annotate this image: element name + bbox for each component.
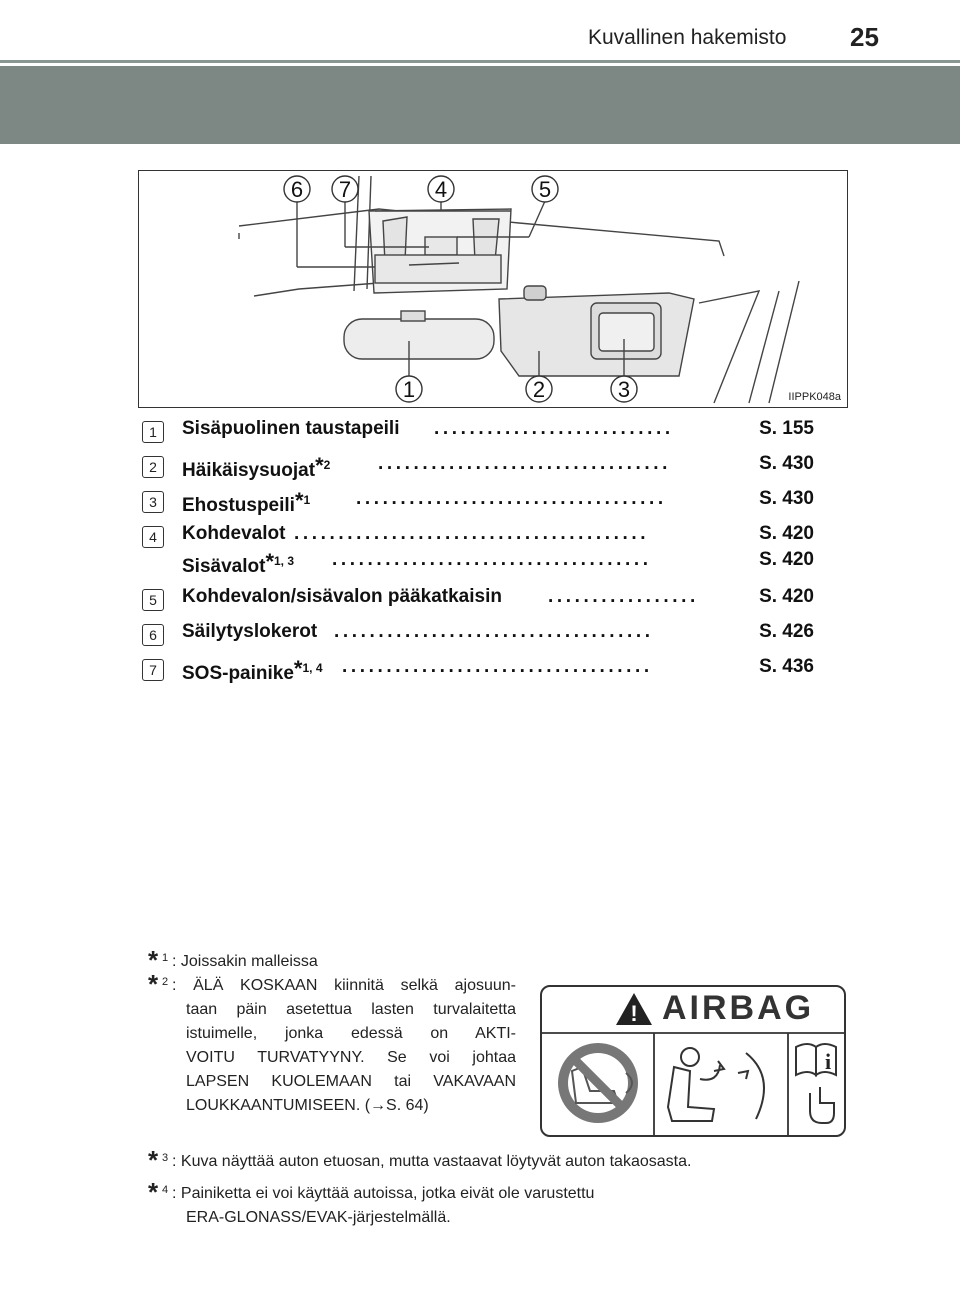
dot-leader: ........................................ [294,523,650,544]
page-reference: S. 426 [759,621,814,642]
page-reference: S. 430 [759,488,814,509]
footnote-ref: 1, 4 [302,661,323,675]
interior-illustration [138,170,848,408]
interior-drawing [139,171,848,408]
footnote-number: 3 [162,1152,169,1164]
warning-exclamation: ! [630,1001,638,1026]
page-reference: S. 420 [759,586,814,607]
item-label [182,621,317,643]
footnote-ref: 1 [303,493,311,507]
callout-5: 5 [538,177,552,202]
dot-leader: .................................... [334,621,654,642]
header-divider [0,60,960,63]
footnote-text [172,1182,594,1230]
footnote-line: LAPSEN KUOLEMAAN tai VAKAVAAN [186,1073,516,1090]
item-label [182,523,285,545]
item-number-badge: 6 [142,624,164,646]
item-label [182,453,330,482]
figure-code: IIPPK048a [788,391,841,403]
item-label [182,549,294,578]
item-label-text: SOS-painike [182,663,294,684]
index-row [142,621,822,649]
index-row [142,523,822,551]
footnote-text [172,974,516,1118]
footnote-line: istuimelle, jonka edessä on AKTI- [186,1025,516,1042]
dot-leader: ................. [548,586,699,607]
index-row [142,453,822,481]
item-number-badge: 4 [142,526,164,548]
footnote-asterisk: * [148,1177,159,1207]
item-label-text: Kohdevalon/sisävalon pääkatkaisin [182,586,502,607]
footnote-asterisk: * [148,945,159,975]
footnote-ref: 1, 3 [274,554,295,568]
item-label [182,418,400,440]
item-label-text: Sisäpuolinen taustapeili [182,418,400,439]
callout-3: 3 [617,377,631,402]
footnote-line: : ÄLÄ KOSKAAN kiinnitä selkä ajosuun- [172,977,516,994]
footnote-ref: 2 [323,458,331,472]
item-number-badge: 1 [142,421,164,443]
footnote-1 [148,945,548,975]
index-row [142,549,822,577]
dot-leader: ................................. [378,453,672,474]
footnote-line: : Painiketta ei voi käyttää autoissa, jotka eivät ole varustettu [172,1185,595,1202]
index-row [142,488,822,516]
page-reference: S. 420 [759,549,814,570]
footnote-4 [148,1177,848,1230]
item-label [182,656,323,685]
callout-7: 7 [338,177,352,202]
footnote-number: 4 [162,1184,169,1196]
item-number-badge: 2 [142,456,164,478]
footnote-number: 2 [162,976,169,988]
item-number-badge: 5 [142,589,164,611]
item-label-text: Säilytyslokerot [182,621,318,642]
page-number: 25 [850,22,879,52]
item-number-badge: 7 [142,659,164,681]
footnote-text: : Kuva näyttää auton etuosan, mutta vastaavat löytyvät auton takaosasta. [172,1153,692,1170]
footnote-2 [148,969,528,1124]
index-row [142,656,822,684]
callout-4: 4 [434,177,448,202]
index-row [142,418,822,446]
item-label [182,586,502,608]
airbag-warning-label [540,985,846,1137]
callout-2: 2 [532,377,546,402]
footnote-line: VOITU TURVATYYNY. Se voi johtaa [186,1049,516,1066]
item-number-badge: 3 [142,491,164,513]
dot-leader: ........................... [434,418,674,439]
item-label-text: Sisävalot [182,556,266,577]
item-label [182,488,310,517]
callout-6: 6 [290,177,304,202]
info-letter: i [824,1049,832,1074]
asterisk: * [265,549,274,574]
asterisk: * [315,453,324,478]
page-reference: S. 420 [759,523,814,544]
section-title: Kuvallinen hakemisto [588,26,787,49]
footnote-text: : Joissakin malleissa [172,953,318,970]
read-manual-icon [796,1044,836,1123]
no-rear-facing-seat-icon [558,1043,638,1123]
item-label-text: Häikäisysuojat [182,460,316,481]
footnote-number: 1 [162,952,169,964]
footnote-asterisk: * [148,1145,159,1175]
asterisk: * [294,488,304,513]
item-label-text: Kohdevalot [182,523,286,544]
footnote-line: LOUKKAANTUMISEEN. (→S. 64) [186,1097,429,1114]
page-reference: S. 436 [759,656,814,677]
dot-leader: ................................... [342,656,653,677]
callout-1: 1 [402,377,416,402]
footnote-asterisk: * [148,969,159,999]
footnote-line: ERA-GLONASS/EVAK-järjestelmällä. [186,1209,451,1226]
page-reference: S. 430 [759,453,814,474]
footnote-3 [148,1145,848,1175]
page-reference: S. 155 [759,418,814,439]
header-band [0,66,960,144]
airbag-title: AIRBAG [662,989,815,1027]
airbag-deploy-icon [668,1048,764,1121]
warning-triangle-icon [616,993,652,1026]
dot-leader: .................................... [332,549,652,570]
asterisk: * [293,656,303,681]
item-label-text: Ehostuspeili [182,495,295,516]
footnote-line: taan päin asetettua lasten turvalaitetta [186,1001,516,1018]
index-row [142,586,822,614]
dot-leader: ................................... [356,488,667,509]
